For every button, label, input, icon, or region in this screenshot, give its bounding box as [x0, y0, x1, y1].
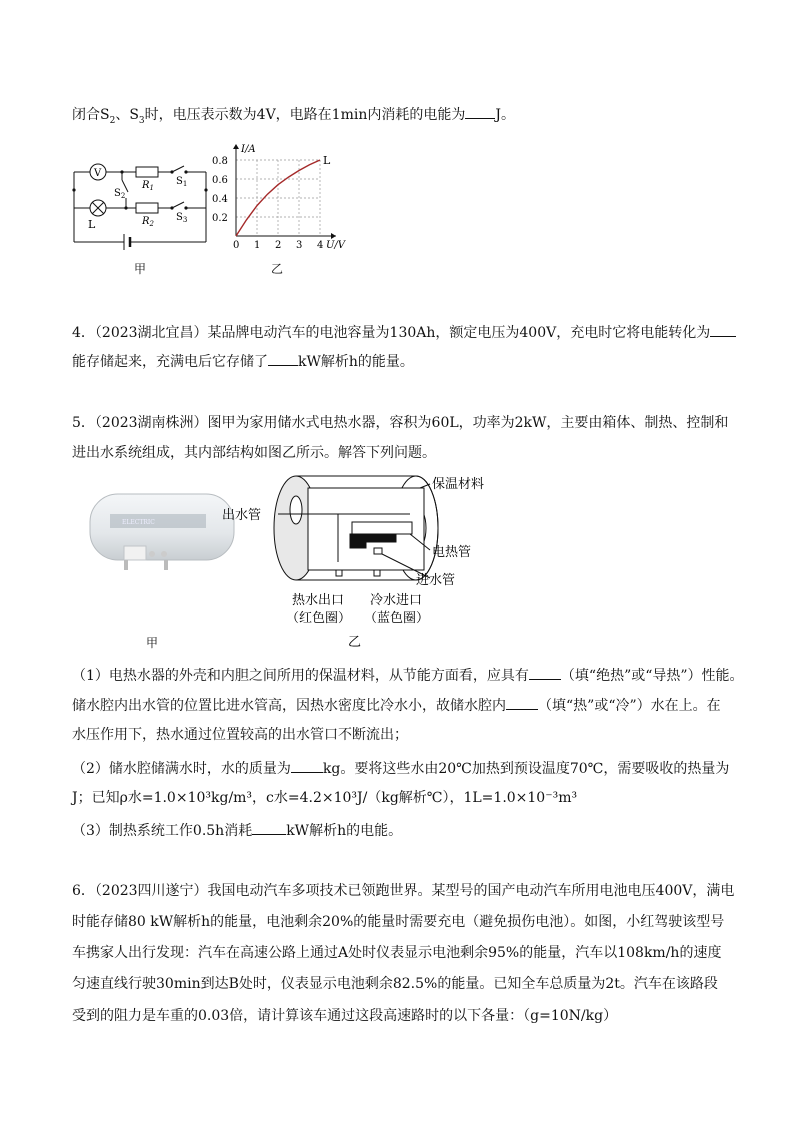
q4-text-2a: 能存储起来，充满电后它存储了	[72, 354, 268, 370]
y-tick-label: 0.6	[212, 175, 228, 186]
circuit-caption: 甲	[134, 262, 147, 276]
q6-line1: 6．（2023四川遂宁）我国电动汽车多项技术已领跑世界。某型号的国产电动汽车所用电池电压400V，满电	[72, 883, 735, 899]
s3-label: $S_3$	[176, 212, 188, 224]
circuit-diagram	[66, 148, 216, 252]
q5-p6	[72, 820, 402, 841]
y-axis-label: I/A	[241, 144, 256, 155]
heater-structure-diagram	[220, 470, 510, 660]
q5-p1-a: （1）电热水器的外壳和内胆之间所用的保温材料，从节能方面看，应具有	[72, 668, 529, 684]
structure-caption: 乙	[348, 635, 362, 650]
chart-caption: 乙	[271, 262, 284, 276]
s2-label: $S_2$	[114, 188, 126, 200]
label-hot-outlet-note: （红色圈）	[286, 611, 352, 626]
answer-blank[interactable]	[268, 351, 298, 366]
lamp-label: L	[88, 218, 96, 231]
answer-blank[interactable]	[529, 665, 561, 680]
x-axis-label: U/V	[326, 240, 346, 251]
label-inlet-pipe: 进水管	[416, 573, 456, 588]
q5-line2: 进出水系统组成，其内部结构如图乙所示。解答下列问题。	[72, 445, 436, 461]
q3-text-d: J。	[495, 107, 515, 123]
water-heater-photo	[88, 484, 238, 584]
q5-p2-b: （填“热”或“冷”）水在上。在	[538, 698, 721, 714]
y-axis-arrow	[233, 144, 239, 149]
y-tick-label: 0.4	[212, 194, 228, 205]
q5-p6-b: kW解析h的电能。	[286, 823, 403, 839]
q5-p4-a: （2）储水腔储满水时，水的质量为	[72, 761, 291, 777]
label-hot-outlet: 热水出口	[292, 593, 345, 608]
q3-text-c: 时，电压表示数为4V，电路在1min内消耗的电能为	[144, 107, 466, 123]
q5-p4-b: kg。要将这些水由20℃加热到预设温度70℃，需要吸收的热量为	[322, 761, 730, 777]
s1-label: $S_1$	[176, 176, 188, 188]
q5-p2-a: 储水腔内出水管的位置比进水管高，因热水密度比冷水小，故储水腔内	[72, 698, 506, 714]
q5-line1: 5．（2023湖南株洲）图甲为家用储水式电热水器，容积为60L，功率为2kW，主要由箱体、制热、控制和	[72, 415, 729, 431]
q3-text-b: 、S	[115, 107, 139, 123]
q6-line2: 时能存储80 kW解析h的能量，电池剩余20%的能量时需要充电（避免损伤电池）。如图，小红驾驶该型号	[72, 914, 725, 930]
q5-p1-b: （填“绝热”或“导热”）性能。	[560, 668, 744, 684]
q5-p3: 水压作用下，热水通过位置较高的出水管口不断流出；	[72, 727, 408, 743]
series-label-L: L	[323, 154, 331, 167]
q6-line4: 匀速直线行驶30min到达B处时，仪表显示电池剩余82.5%的能量。已知全车总质量为2t。汽车在该路段	[72, 976, 718, 992]
answer-blank[interactable]	[252, 820, 286, 835]
y-tick-label: 0.2	[212, 213, 228, 224]
answer-blank[interactable]	[710, 322, 736, 337]
iu-chart	[210, 140, 350, 252]
label-cold-inlet-note: （蓝色圈）	[364, 611, 430, 626]
x-tick-label: 2	[275, 240, 282, 251]
answer-blank[interactable]	[291, 758, 323, 773]
voltmeter-label: V	[94, 168, 102, 179]
sub-2: 2	[109, 115, 116, 126]
resistor-r2-icon	[136, 203, 158, 213]
q5-p5: J；已知ρ水=1.0×10³kg/m³，c水=4.2×10³J/（kg解析℃），1L=1.0×10⁻³m³	[72, 790, 578, 806]
q3-text-a: 闭合S	[72, 107, 110, 123]
q5-p6-a: （3）制热系统工作0.5h消耗	[72, 823, 253, 839]
label-insulation: 保温材料	[432, 477, 485, 492]
heater-brand: ELECTRIC	[122, 519, 155, 526]
y-tick-label: 0.8	[212, 156, 228, 167]
label-heater-tube: 电热管	[432, 545, 472, 560]
x-tick-label: 4	[317, 240, 324, 251]
q3-line	[72, 104, 515, 131]
r1-label: $R_1$	[142, 180, 154, 192]
label-outlet-pipe: 出水管	[222, 508, 262, 523]
heater-photo-caption: 甲	[146, 636, 159, 650]
x-axis-arrow	[331, 233, 336, 239]
x-tick-label: 1	[254, 240, 261, 251]
q5-p4	[72, 758, 729, 779]
answer-blank[interactable]	[506, 695, 538, 710]
r2-label: $R_2$	[142, 216, 154, 228]
q6-line3: 车携家人出行发现：汽车在高速公路上通过A处时仪表显示电池剩余95%的能量，汽车以108km/h的速度	[72, 945, 722, 961]
q5-p1	[72, 665, 744, 686]
q5-p2	[72, 695, 721, 716]
answer-blank[interactable]	[465, 104, 495, 119]
x-tick-label: 0	[233, 240, 240, 251]
q4-text-2b: kW解析h的能量。	[298, 354, 414, 370]
q4-line2	[72, 351, 414, 372]
q4-text-1: 4．（2023湖北宜昌）某品牌电动汽车的电池容量为130Ah，额定电压为400V，充电时它将电能转化为	[72, 325, 711, 341]
label-cold-inlet: 冷水进口	[370, 593, 423, 608]
x-tick-label: 3	[296, 240, 303, 251]
q4-line1	[72, 322, 736, 343]
resistor-r1-icon	[136, 167, 158, 177]
q6-line5: 受到的阻力是车重的0.03倍，请计算该车通过这段高速路时的以下各量：（g=10N/kg）	[72, 1008, 618, 1024]
sub-3: 3	[138, 115, 145, 126]
